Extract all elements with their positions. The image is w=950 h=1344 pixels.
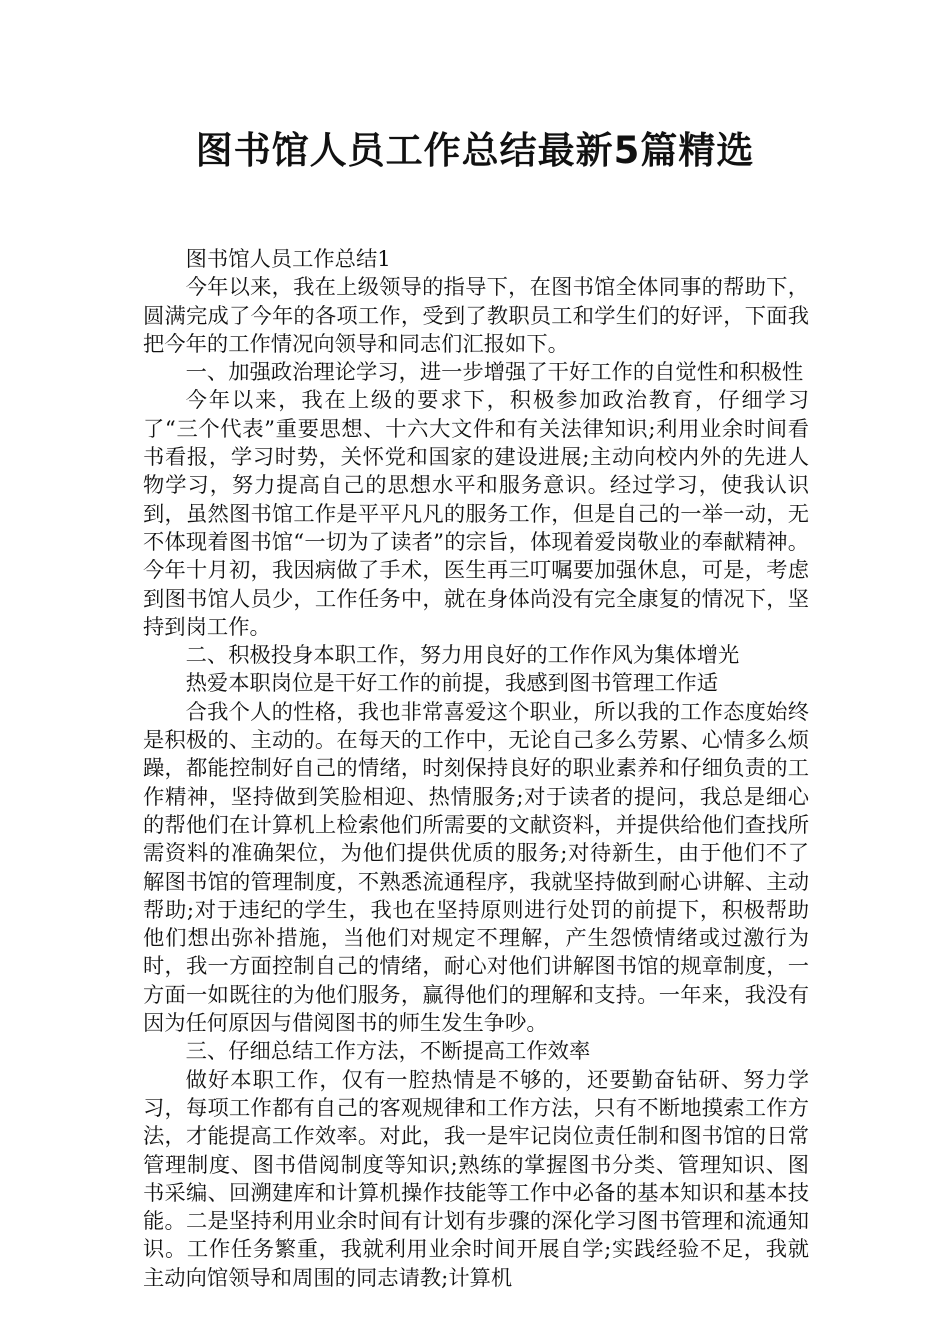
section-heading: 图书馆人员工作总结1 xyxy=(185,247,391,272)
section-heading: 二、积极投身本职工作，努力用良好的工作作风为集体增光 xyxy=(185,643,740,669)
body-paragraph: 做好本职工作，仅有一腔热情是不够的，还要勤奋钻研、努力学习，每项工作都有自己的客观规律和工作方法，只有不断地摸索工作方法，才能提高工作效率。对此，我一是牢记岗位责任制和图书馆的日常管理制度、图书借阅制度等知识;熟练的掌握图书分类、管理知识、图书采编、回溯建库和计算机操作技能等工作中必备的基本知识和基本技能。二是坚持利用业余时间有计划有步骤的深化学习图书管理和流通知识。工作任务繁重，我就利用业余时间开展自学;实践经验不足，我就主动向馆领导和周围的同志请教;计算机 xyxy=(143,1067,809,1291)
section-heading: 三、仔细总结工作方法，不断提高工作效率 xyxy=(185,1039,591,1065)
body-paragraph: 今年以来，我在上级的要求下，积极参加政治教育，仔细学习了“三个代表”重要思想、十六大文件和有关法律知识;利用业余时间看书看报，学习时势，关怀党和国家的建设进展;主动向校内外的先进人物学习，努力提高自己的思想水平和服务意识。经过学习，使我认识到，虽然图书馆工作是平平凡凡的服务工作，但是自己的一举一动，无不体现着图书馆“一切为了读者”的宗旨，体现着爱岗敬业的奉献精神。今年十月初，我因病做了手术，医生再三叮嘱要加强休息，可是，考虑到图书馆人员少，工作任务中，就在身体尚没有完全康复的情况下，坚持到岗工作。 xyxy=(143,388,809,640)
section-heading: 一、加强政治理论学习，进一步增强了干好工作的自觉性和积极性 xyxy=(185,360,804,386)
body-paragraph: 今年以来，我在上级领导的指导下，在图书馆全体同事的帮助下，圆满完成了今年的各项工作，受到了教职员工和学生们的好评，下面我把今年的工作情况向领导和同志们汇报如下。 xyxy=(143,275,809,357)
document-body xyxy=(143,246,809,1293)
body-paragraph: 合我个人的性格，我也非常喜爱这个职业，所以我的工作态度始终是积极的、主动的。在每天的工作中，无论自己多么劳累、心情多么烦躁，都能控制好自己的情绪，时刻保持良好的职业素养和仔细负责的工作精神，坚持做到笑脸相迎、热情服务;对于读者的提问，我总是细心的帮他们在计算机上检索他们所需要的文献资料，并提供给他们查找所需资料的准确架位，为他们提供优质的服务;对待新生，由于他们不了解图书馆的管理制度，不熟悉流通程序，我就坚持做到耐心讲解、主动帮助;对于违纪的学生，我也在坚持原则进行处罚的前提下，积极帮助他们想出弥补措施，当他们对规定不理解，产生怨愤情绪或过激行为时，我一方面控制自己的情绪，耐心对他们讲解图书馆的规章制度，一方面一如既往的为他们服务，赢得他们的理解和支持。一年来，我没有因为任何原因与借阅图书的师生发生争吵。 xyxy=(143,699,809,1037)
body-paragraph: 热爱本职岗位是干好工作的前提，我感到图书管理工作适 xyxy=(185,671,719,697)
document-title: 图书馆人员工作总结最新5篇精选 xyxy=(195,129,755,172)
